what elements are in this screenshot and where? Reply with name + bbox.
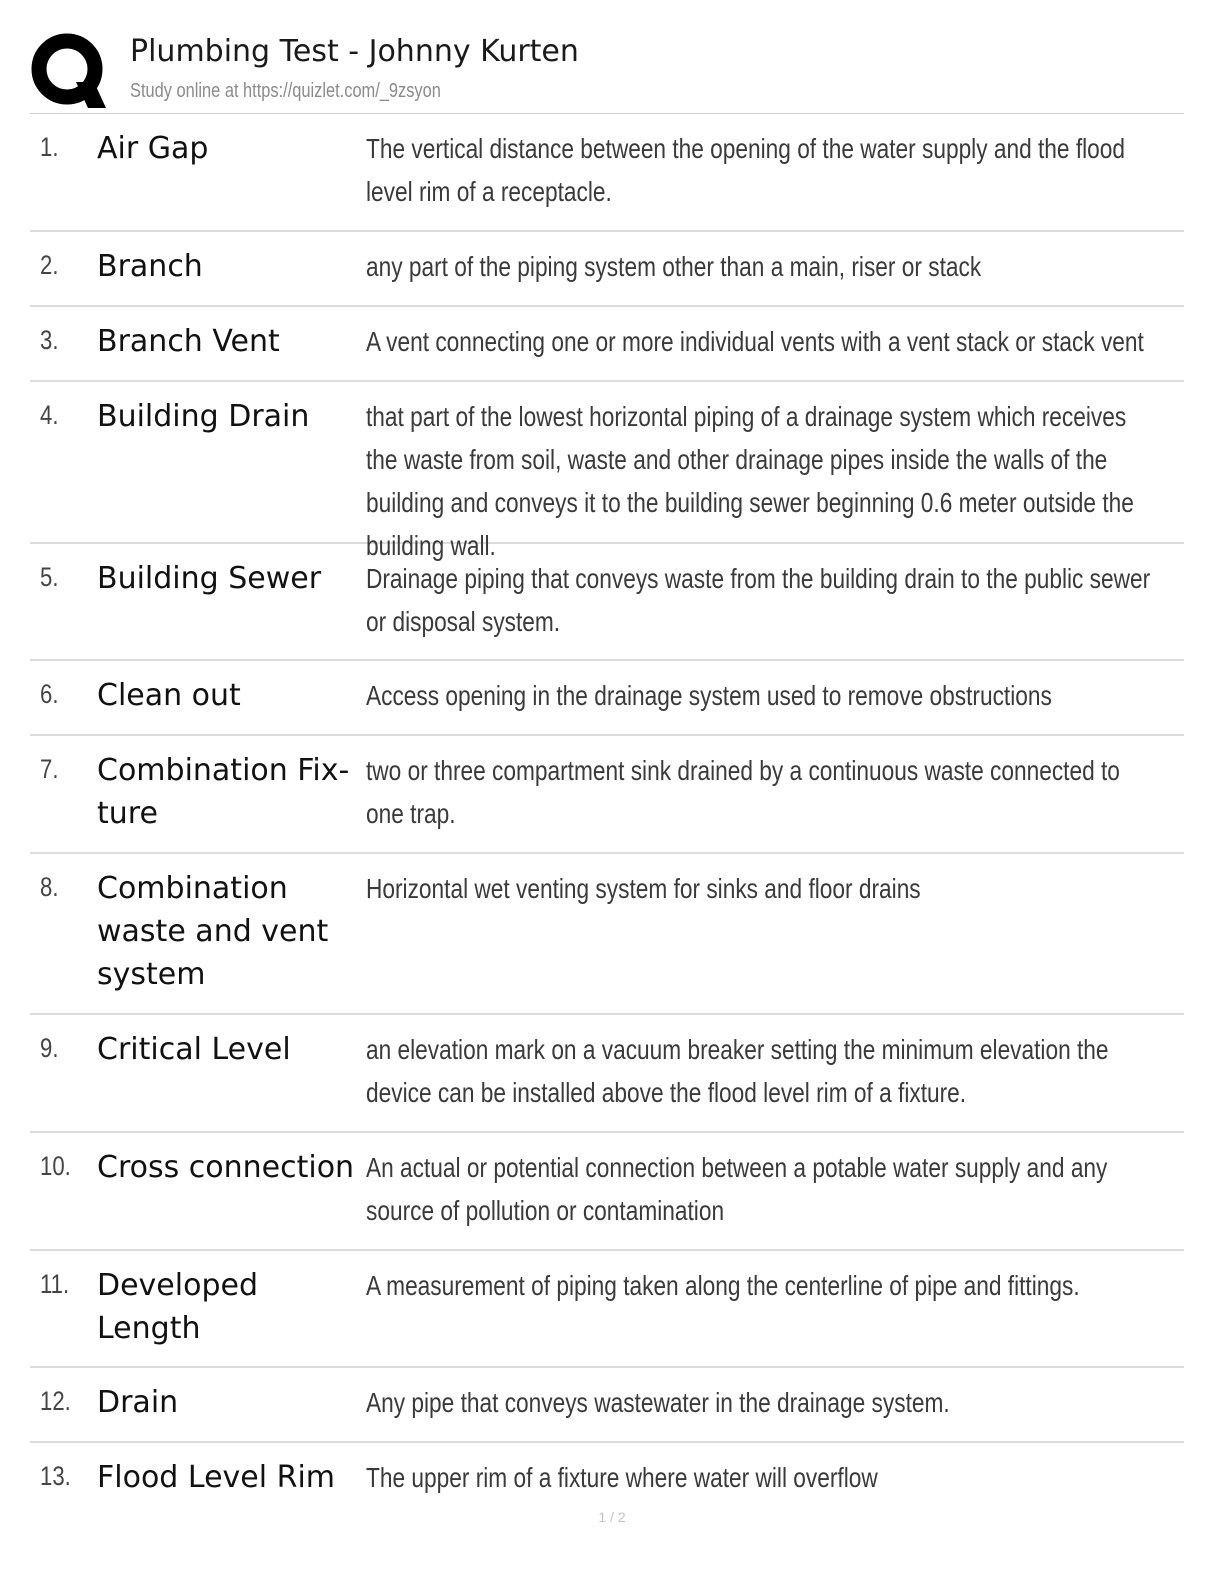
term-definition: an elevation mark on a vacuum breaker setting the minimum elevation the device can be installed above the flood level rim of a fixture. bbox=[366, 1034, 1109, 1108]
term-number: 3. bbox=[40, 325, 59, 355]
term-number: 5. bbox=[40, 562, 59, 592]
term-definition: any part of the piping system other than a main, riser or stack bbox=[366, 251, 982, 282]
term-row bbox=[30, 854, 1184, 1015]
term-row bbox=[30, 661, 1184, 736]
term-number: 6. bbox=[40, 679, 59, 709]
term-number: 12. bbox=[40, 1386, 71, 1416]
term-row bbox=[30, 1251, 1184, 1368]
term-definition: A vent connecting one or more individual vents with a vent stack or stack vent bbox=[366, 326, 1144, 357]
term-name: Combination waste and vent system bbox=[97, 871, 329, 992]
term-name: Branch Vent bbox=[97, 324, 280, 359]
term-definition: A measurement of piping taken along the centerline of pipe and fittings. bbox=[366, 1270, 1080, 1301]
term-name: Air Gap bbox=[97, 131, 209, 166]
page-number: 1 / 2 bbox=[598, 1509, 626, 1525]
term-row bbox=[30, 544, 1184, 661]
quizlet-logo-icon bbox=[30, 32, 108, 110]
term-definition: Access opening in the drainage system used to remove obstructions bbox=[366, 680, 1052, 711]
term-definition: Drainage piping that conveys waste from the building drain to the public sewer or disposal system. bbox=[366, 563, 1151, 637]
term-name: Clean out bbox=[97, 678, 241, 713]
term-name: Cross connection bbox=[97, 1150, 355, 1185]
term-number: 4. bbox=[40, 400, 59, 430]
term-definition: that part of the lowest horizontal piping of a drainage system which receives the waste from soil, waste and other drainage pipes inside the walls of the building and conveys it to the building sewer beginning 0.6 meter outside the building wall. bbox=[366, 401, 1134, 561]
term-name: Flood Level Rim bbox=[97, 1460, 336, 1495]
term-number: 8. bbox=[40, 872, 59, 902]
term-definition: The vertical distance between the opening of the water supply and the flood level rim of a receptacle. bbox=[366, 133, 1126, 207]
term-number: 2. bbox=[40, 250, 59, 280]
term-definition: An actual or potential connection between a potable water supply and any source of pollution or contamination bbox=[366, 1152, 1108, 1226]
term-name: Combination Fix-ture bbox=[97, 753, 350, 831]
term-definition: Any pipe that conveys wastewater in the drainage system. bbox=[366, 1387, 950, 1418]
term-row bbox=[30, 382, 1184, 561]
term-number: 9. bbox=[40, 1033, 59, 1063]
term-row bbox=[30, 1015, 1184, 1133]
term-definition: two or three compartment sink drained by a continuous waste connected to one trap. bbox=[366, 755, 1120, 829]
term-list bbox=[30, 114, 1184, 1518]
term-definition: The upper rim of a fixture where water will overflow bbox=[366, 1462, 878, 1493]
term-name: Building Drain bbox=[97, 399, 310, 434]
term-name: Developed Length bbox=[97, 1268, 259, 1346]
term-row bbox=[30, 307, 1184, 382]
document-title: Plumbing Test - Johnny Kurten bbox=[130, 34, 579, 69]
term-number: 13. bbox=[40, 1461, 71, 1491]
term-row bbox=[30, 232, 1184, 307]
term-number: 10. bbox=[40, 1151, 71, 1181]
term-row bbox=[30, 114, 1184, 232]
term-name: Critical Level bbox=[97, 1032, 291, 1067]
term-name: Building Sewer bbox=[97, 561, 322, 596]
term-row bbox=[30, 1368, 1184, 1443]
term-number: 1. bbox=[40, 132, 59, 162]
term-row bbox=[30, 1133, 1184, 1251]
document-header bbox=[30, 28, 1184, 114]
term-number: 11. bbox=[40, 1269, 70, 1299]
term-name: Branch bbox=[97, 249, 203, 284]
term-row bbox=[30, 736, 1184, 854]
term-name: Drain bbox=[97, 1385, 179, 1420]
term-number: 7. bbox=[40, 754, 59, 784]
term-row bbox=[30, 1443, 1184, 1518]
term-definition: Horizontal wet venting system for sinks and floor drains bbox=[366, 873, 921, 904]
study-online-link-text: Study online at https://quizlet.com/_9zsyon bbox=[130, 80, 441, 102]
